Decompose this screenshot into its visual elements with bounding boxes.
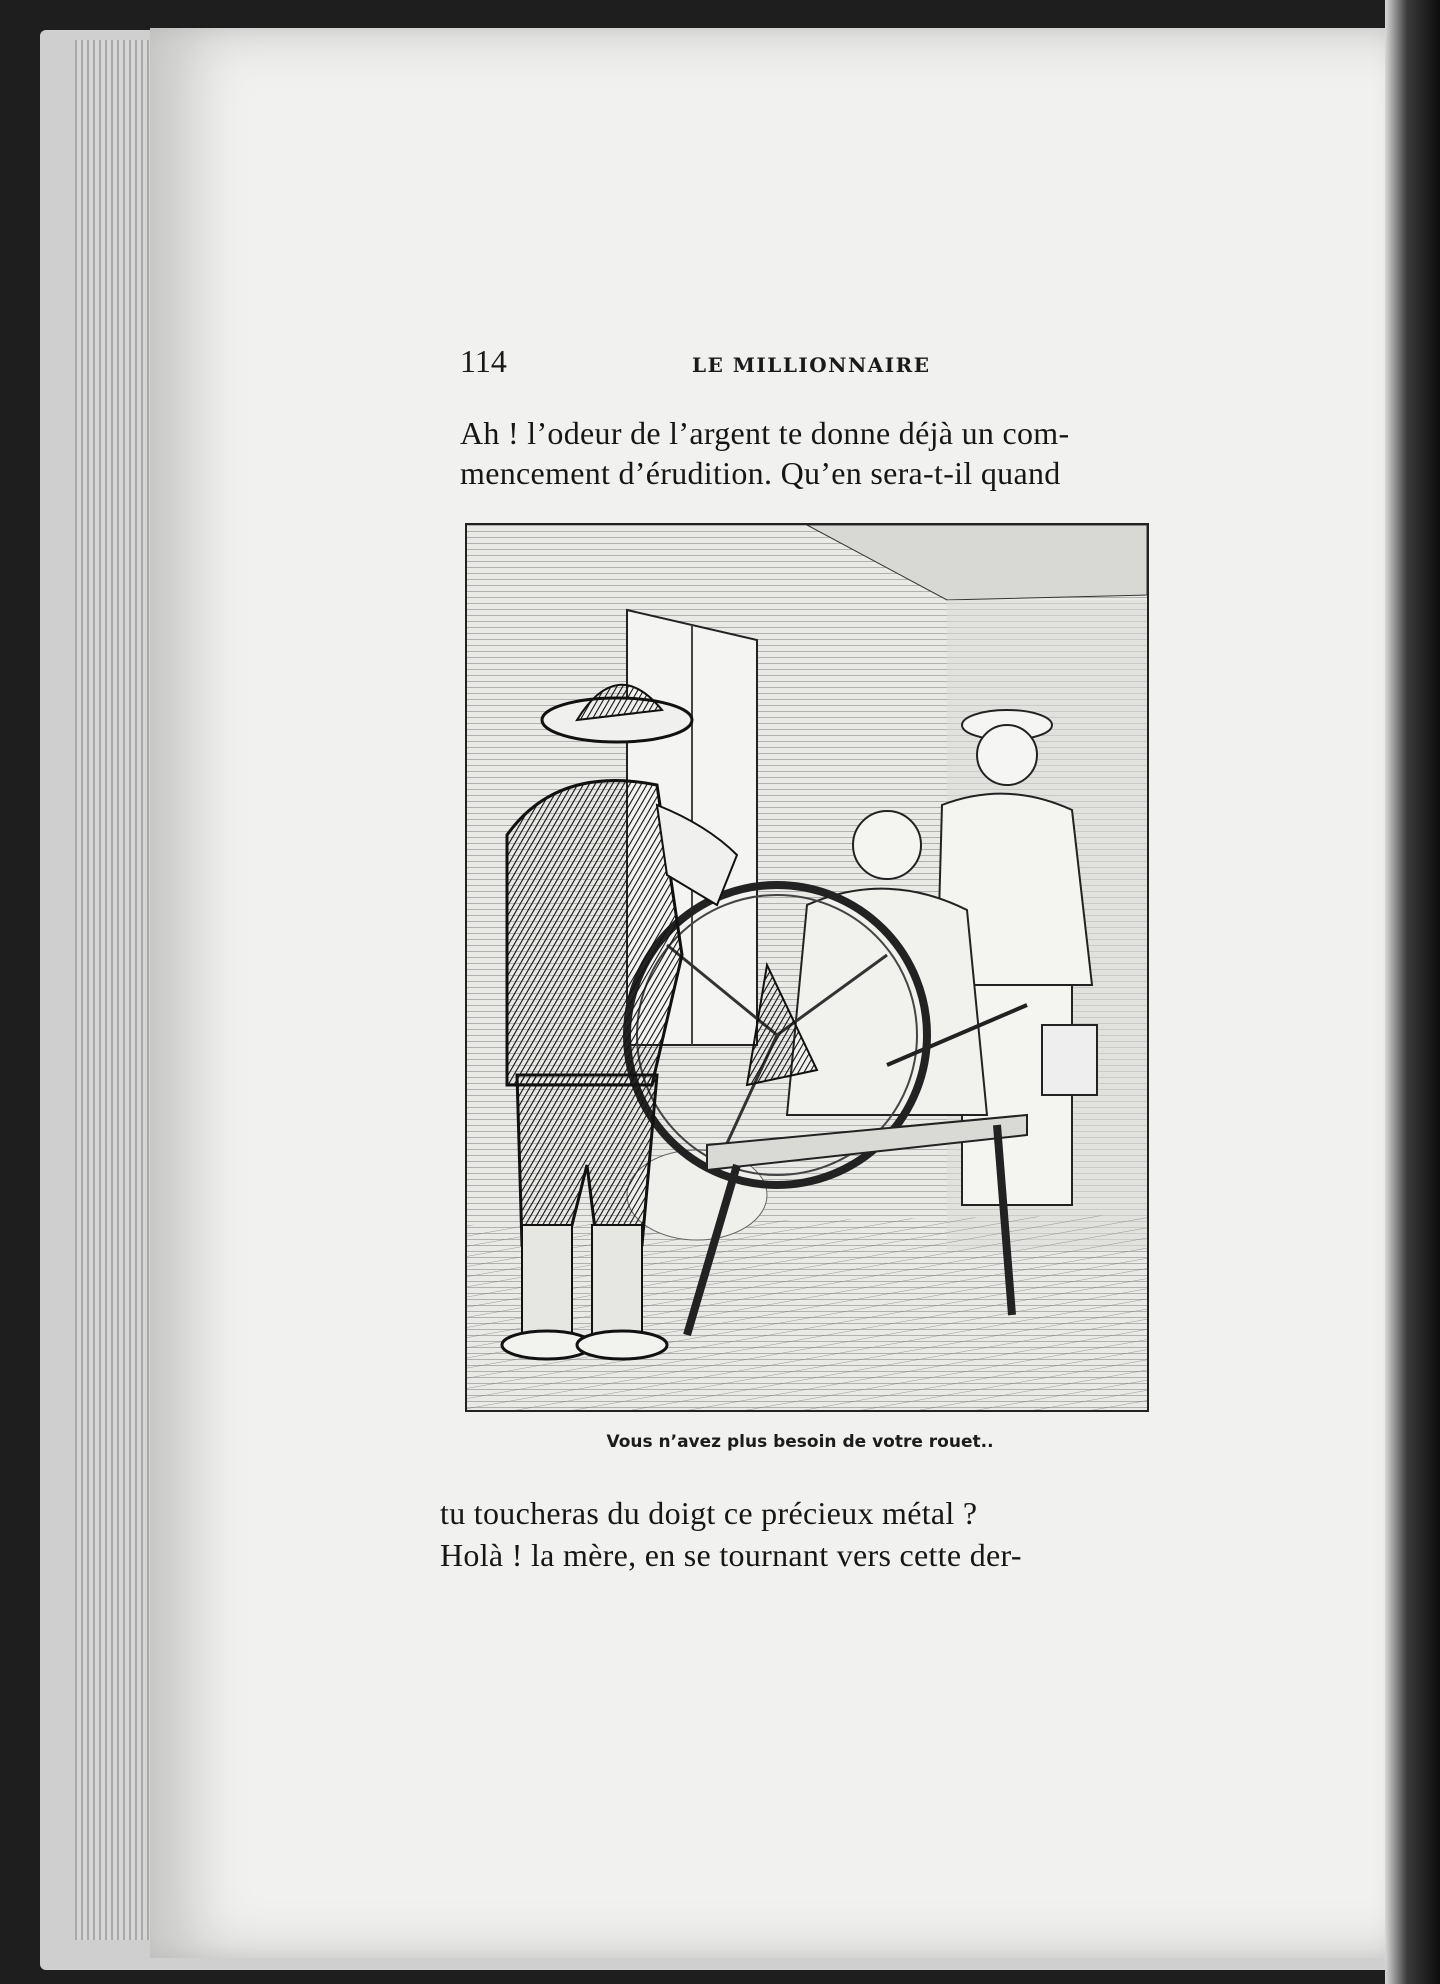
page-number: 114 — [460, 343, 507, 379]
binding-shadow — [1385, 0, 1440, 1984]
running-title: LE MILLIONNAIRE — [692, 353, 931, 377]
body-text-line: tu toucheras du doigt ce précieux métal ? — [440, 1495, 978, 1531]
engraving-illustration — [465, 523, 1149, 1412]
page-edges — [75, 40, 155, 1940]
illustration-caption: Vous n’avez plus besoin de votre rouet.. — [606, 1432, 994, 1452]
body-text-line: Ah ! l’odeur de l’argent te donne déjà un com- — [460, 415, 1070, 451]
spinning-wheel-scene — [467, 525, 1147, 1410]
page-header — [460, 343, 1100, 383]
body-text-line: mencement d’érudition. Qu’en sera-t-il quand — [460, 455, 1061, 491]
body-text-line: Holà ! la mère, en se tournant vers cette der- — [440, 1537, 1022, 1573]
